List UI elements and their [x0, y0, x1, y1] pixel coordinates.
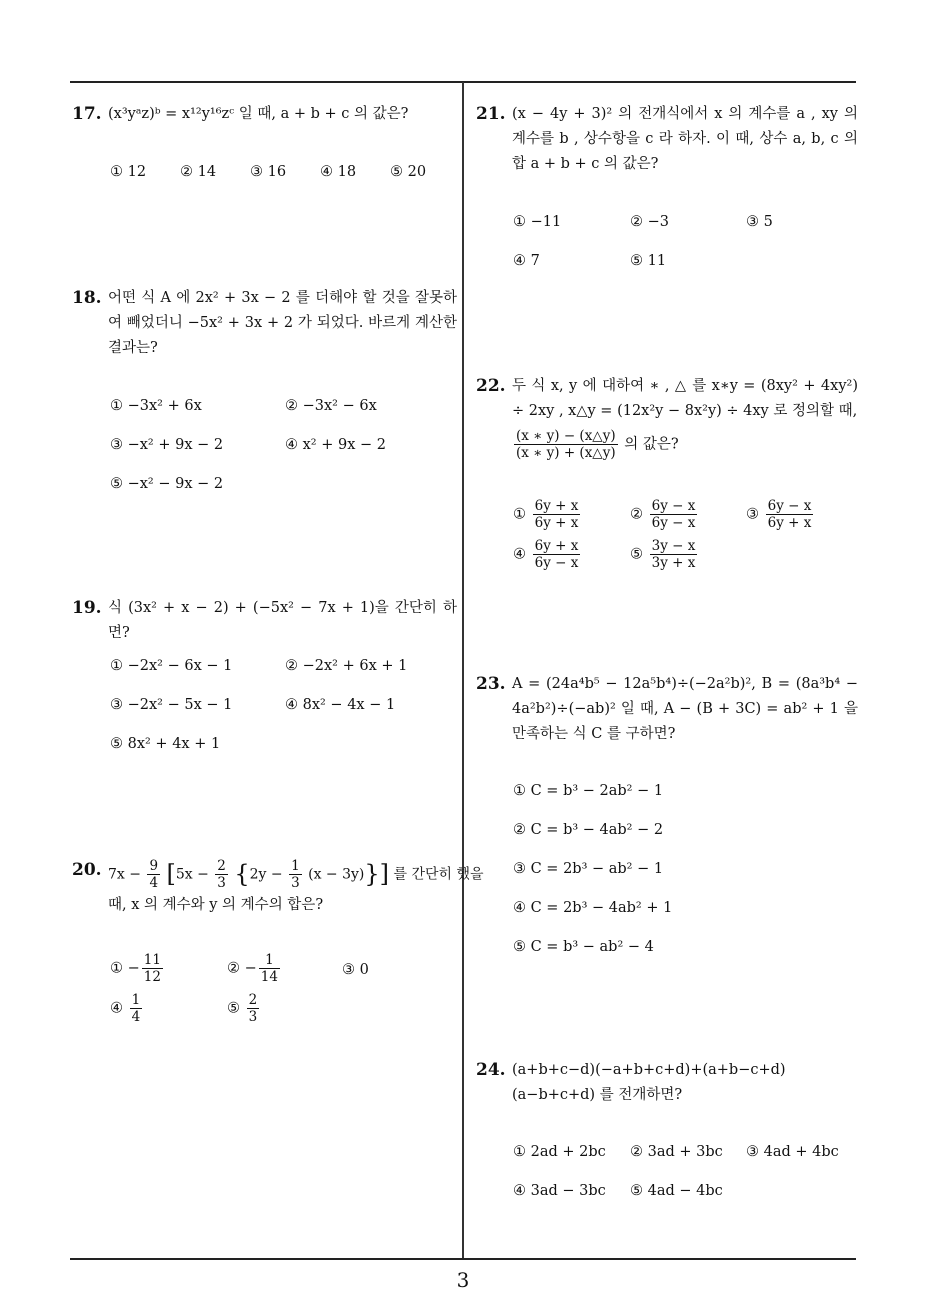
- option-4[interactable]: ④ $\frac{1}{4}$: [110, 992, 141, 1025]
- option-5[interactable]: ⑤ 11: [630, 253, 667, 269]
- option-5[interactable]: ⑤ 20: [390, 164, 427, 180]
- question-number: 22.: [476, 376, 506, 396]
- question-text: A = (24a⁴b⁵ − 12a⁵b⁴)÷(−2a²b)², B = (8a³b⁴ − 4a²b²)÷(−ab)² 일 때, A − (B + 3C) = ab² + 1 을 만족하는 식 C 를 구하면?: [512, 676, 858, 742]
- question-text: 어떤 식 A 에 2x² + 3x − 2 를 더해야 할 것을 잘못하여 빼었더니 −5x² + 3x + 2 가 되었다. 바르게 계산한 결과는?: [108, 290, 457, 356]
- question-24: [476, 1058, 858, 1108]
- option-2[interactable]: ② 14: [180, 164, 217, 180]
- question-17: [72, 102, 457, 127]
- question-23: [476, 672, 858, 747]
- option-3[interactable]: ③ 5: [746, 214, 773, 230]
- option-1[interactable]: ① 2ad + 2bc: [513, 1144, 606, 1160]
- option-2[interactable]: ② −3x² − 6x: [285, 398, 377, 414]
- option-5[interactable]: ⑤ −x² − 9x − 2: [110, 476, 224, 492]
- question-number: 19.: [72, 598, 102, 618]
- question-text: 두 식 x, y 에 대하여 ∗ , △ 를 x∗y = (8xy² + 4xy²) ÷ 2xy , x△y = (12x²y − 8x²y) ÷ 4xy 로 정의할 때,: [512, 378, 858, 419]
- question-text-line2: 때, x 의 계수와 y 의 계수의 합은?: [108, 897, 324, 913]
- option-4[interactable]: ④ 7: [513, 253, 540, 269]
- page-number: 3: [456, 1268, 470, 1292]
- option-2[interactable]: ② C = b³ − 4ab² − 2: [513, 822, 664, 838]
- question-text: (x − 4y + 3)² 의 전개식에서 x 의 계수를 a , xy 의 계수를 b , 상수항을 c 라 하자. 이 때, 상수 a, b, c 의 합 a + b + c 의 값은?: [512, 106, 858, 172]
- question-text: 식 (3x² + x − 2) + (−5x² − 7x + 1)을 간단히 하면?: [108, 600, 457, 641]
- question-number: 18.: [72, 288, 102, 308]
- question-number: 23.: [476, 674, 506, 694]
- option-1[interactable]: ① 12: [110, 164, 147, 180]
- option-4[interactable]: ④ C = 2b³ − 4ab² + 1: [513, 900, 673, 916]
- option-4[interactable]: ④ $\frac{6y + x}{6y - x}$: [513, 538, 579, 571]
- question-fraction-expression: $\frac{(x ∗ y) - (x\triangle y)}{(x ∗ y) + (x\triangle y)}$ 의 값은?: [516, 428, 679, 461]
- question-number: 20.: [72, 860, 102, 880]
- option-1[interactable]: ① C = b³ − 2ab² − 1: [513, 783, 664, 799]
- fraction: $\frac{2}{3}$: [217, 858, 226, 891]
- question-18: [72, 286, 457, 361]
- option-2[interactable]: ② − $\frac{1}{14}$: [227, 952, 278, 985]
- option-5[interactable]: ⑤ $\frac{2}{3}$: [227, 992, 258, 1025]
- option-4[interactable]: ④ 8x² − 4x − 1: [285, 697, 396, 713]
- option-3[interactable]: ③ 0: [342, 962, 369, 978]
- question-number: 21.: [476, 104, 506, 124]
- option-1[interactable]: ① −11: [513, 214, 562, 230]
- question-19: [72, 596, 457, 646]
- option-2[interactable]: ② 3ad + 3bc: [630, 1144, 723, 1160]
- option-1[interactable]: ① −2x² − 6x − 1: [110, 658, 233, 674]
- question-20: [72, 858, 484, 918]
- bottom-rule: [70, 1258, 856, 1260]
- fraction: $\frac{1}{3}$: [291, 858, 300, 891]
- question-number: 24.: [476, 1060, 506, 1080]
- option-4[interactable]: ④ x² + 9x − 2: [285, 437, 386, 453]
- question-text: 7x − $\frac{9}{4}$ [5x − $\frac{2}{3}$ {2y − $\frac{1}{3}$ (x − 3y)}] 를 간단히 했을: [108, 858, 484, 891]
- option-4[interactable]: ④ 3ad − 3bc: [513, 1183, 606, 1199]
- question-text: (a+b+c−d)(−a+b+c+d)+(a+b−c+d)(a−b+c+d) 를 전개하면?: [512, 1062, 786, 1103]
- option-2[interactable]: ② −2x² + 6x + 1: [285, 658, 408, 674]
- question-21: [476, 102, 858, 177]
- option-2[interactable]: ② −3: [630, 214, 669, 230]
- option-3[interactable]: ③ −x² + 9x − 2: [110, 437, 224, 453]
- option-5[interactable]: ⑤ C = b³ − ab² − 4: [513, 939, 654, 955]
- option-5[interactable]: ⑤ 8x² + 4x + 1: [110, 736, 221, 752]
- option-5[interactable]: ⑤ $\frac{3y - x}{3y + x}$: [630, 538, 696, 571]
- option-1[interactable]: ① $\frac{6y + x}{6y + x}$: [513, 498, 579, 531]
- option-5[interactable]: ⑤ 4ad − 4bc: [630, 1183, 723, 1199]
- option-3[interactable]: ③ −2x² − 5x − 1: [110, 697, 233, 713]
- fraction: $\frac{9}{4}$: [149, 858, 159, 891]
- column-divider: [462, 82, 464, 1259]
- option-1[interactable]: ① −3x² + 6x: [110, 398, 202, 414]
- option-3[interactable]: ③ C = 2b³ − ab² − 1: [513, 861, 664, 877]
- question-22: [476, 374, 858, 461]
- option-1[interactable]: ① − $\frac{11}{12}$: [110, 952, 161, 985]
- option-3[interactable]: ③ 4ad + 4bc: [746, 1144, 839, 1160]
- option-4[interactable]: ④ 18: [320, 164, 357, 180]
- option-3[interactable]: ③ $\frac{6y - x}{6y + x}$: [746, 498, 812, 531]
- question-number: 17.: [72, 104, 102, 124]
- option-3[interactable]: ③ 16: [250, 164, 287, 180]
- option-2[interactable]: ② $\frac{6y - x}{6y - x}$: [630, 498, 696, 531]
- question-text: (x³yᵃz)ᵇ = x¹²y¹⁶zᶜ 일 때, a + b + c 의 값은?: [108, 106, 409, 122]
